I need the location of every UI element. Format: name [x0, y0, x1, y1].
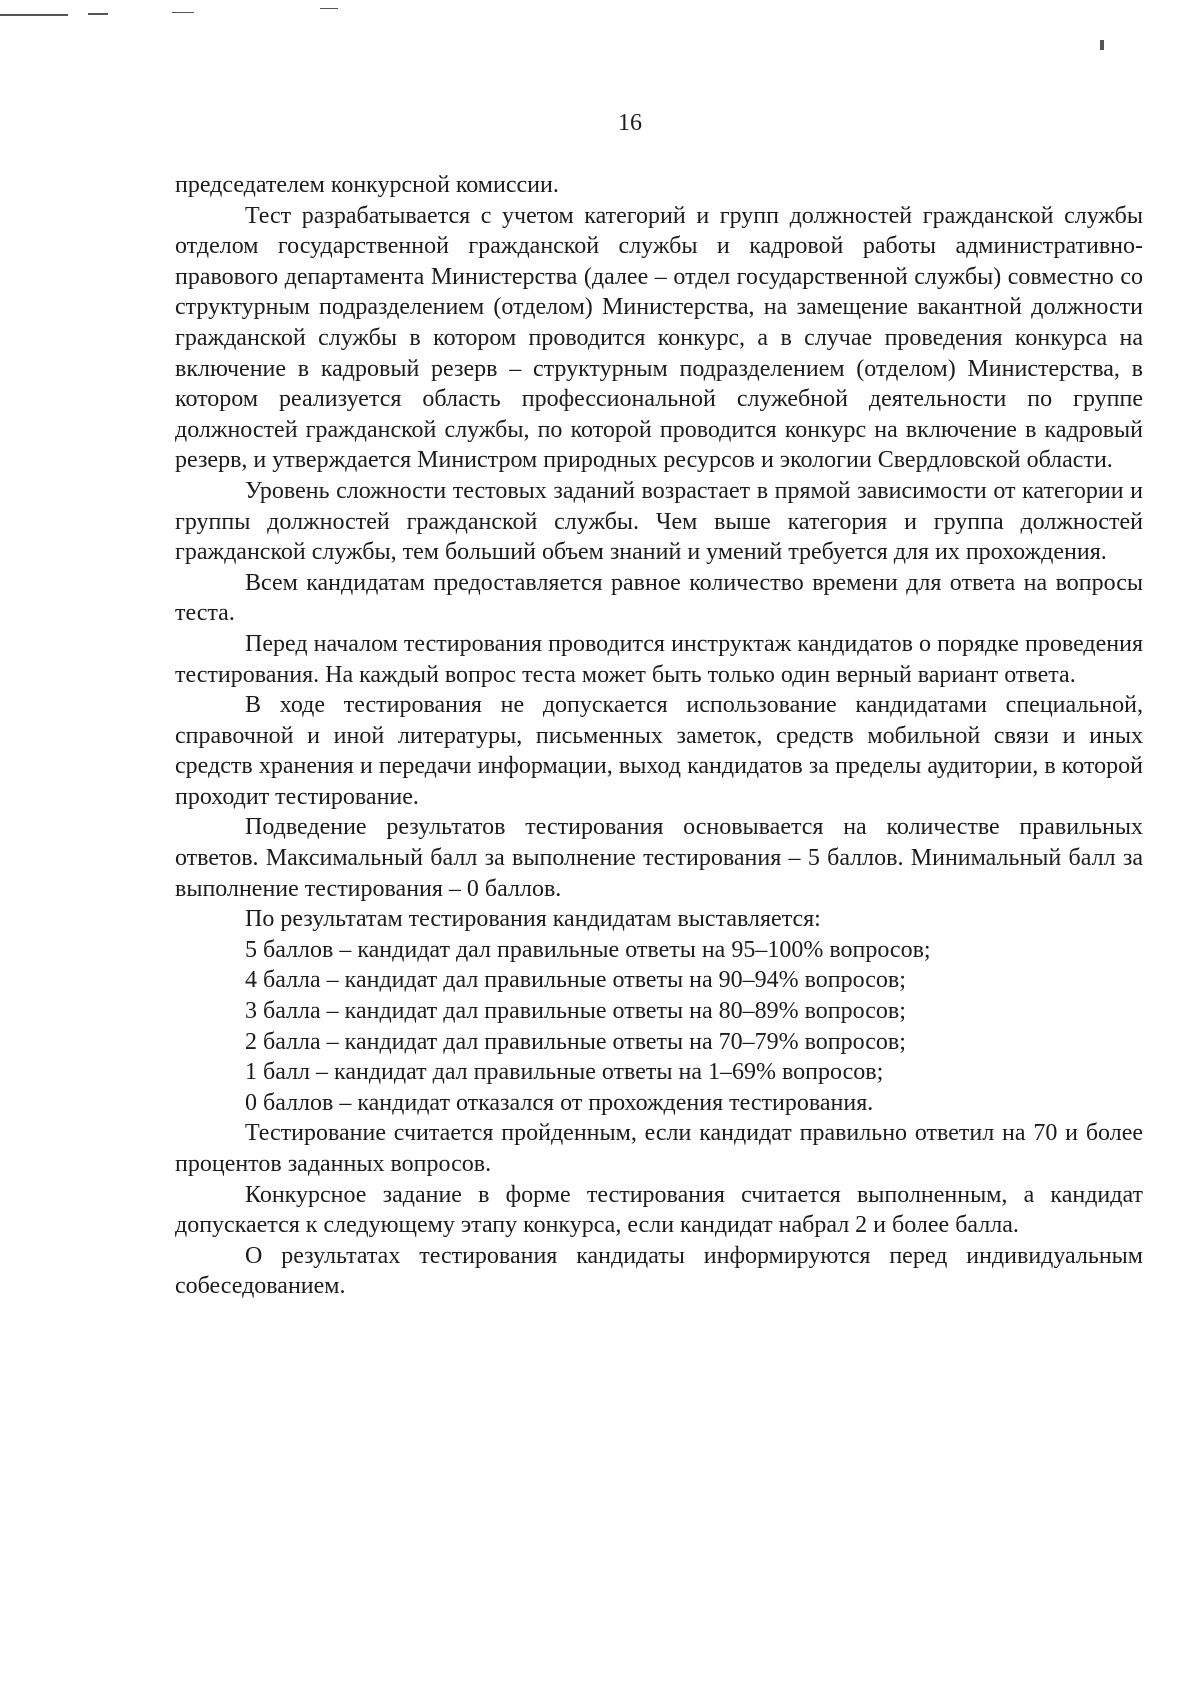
scan-mark — [0, 14, 68, 16]
score-list-item: 4 балла – кандидат дал правильные ответы на 90–94% вопросов; — [245, 967, 906, 994]
document-body — [175, 170, 1143, 1302]
paragraph: Тест разрабатывается с учетом категорий и групп должностей гражданской службы отделом государственной гражданской службы и кадровой работы административно-правового департамента Министерства (далее – отдел государственной службы) совместно со структурным подразделением (отделом) Министерства, на замещение вакантной должности гражданской службы в котором проводится конкурс, а в случае проведения конкурса на включение в кадровый резерв – структурным подразделением (отделом) Министерства, в котором реализуется область профессиональной служебной деятельности по группе должностей гражданской службы, по которой проводится конкурс на включение в кадровый резерв, и утверждается Министром природных ресурсов и экологии Свердловской области. — [175, 202, 1143, 474]
scan-mark — [88, 13, 108, 15]
paragraph: Подведение результатов тестирования основывается на количестве правильных ответов. Максимальный балл за выполнение тестирования – 5 баллов. Минимальный балл за выполнение тестирования – 0 баллов. — [175, 814, 1143, 902]
paragraph: Уровень сложности тестовых заданий возрастает в прямой зависимости от категории и группы должностей гражданской службы. Чем выше категория и группа должностей гражданской службы, тем больший объем знаний и умений требуется для их прохождения. — [175, 477, 1143, 566]
scan-mark — [1100, 40, 1104, 50]
score-list-item: 1 балл – кандидат дал правильные ответы на 1–69% вопросов; — [245, 1059, 884, 1086]
paragraph: Конкурсное задание в форме тестирования считается выполненным, а кандидат допускается к следующему этапу конкурса, если кандидат набрал 2 и более балла. — [175, 1181, 1143, 1239]
score-list-item: 3 балла – кандидат дал правильные ответы на 80–89% вопросов; — [245, 998, 906, 1025]
paragraph: Тестирование считается пройденным, если кандидат правильно ответил на 70 и более процентов заданных вопросов. — [175, 1120, 1143, 1177]
score-list-item: 0 баллов – кандидат отказался от прохождения тестирования. — [245, 1089, 874, 1116]
paragraph: Перед началом тестирования проводится инструктаж кандидатов о порядке проведения тестирования. На каждый вопрос теста может быть только один верный вариант ответа. — [175, 630, 1143, 688]
page-number: 16 — [618, 110, 642, 136]
score-list-item: 2 балла – кандидат дал правильные ответы на 70–79% вопросов; — [245, 1028, 906, 1055]
paragraph: Всем кандидатам предоставляется равное количество времени для ответа на вопросы теста. — [175, 569, 1143, 627]
scan-mark — [172, 12, 194, 13]
scan-mark — [320, 8, 338, 9]
paragraph: председателем конкурсной комиссии. — [175, 172, 559, 198]
paragraph: По результатам тестирования кандидатам выставляется: — [245, 906, 821, 933]
paragraph: О результатах тестирования кандидаты информируются перед индивидуальным собеседованием. — [175, 1242, 1143, 1300]
paragraph: В ходе тестирования не допускается использование кандидатами специальной, справочной и иной литературы, письменных заметок, средств мобильной связи и иных средств хранения и передачи информации, выход кандидатов за пределы аудитории, в которой проходит тестирование. — [175, 692, 1143, 810]
score-list-item: 5 баллов – кандидат дал правильные ответы на 95–100% вопросов; — [245, 936, 931, 963]
